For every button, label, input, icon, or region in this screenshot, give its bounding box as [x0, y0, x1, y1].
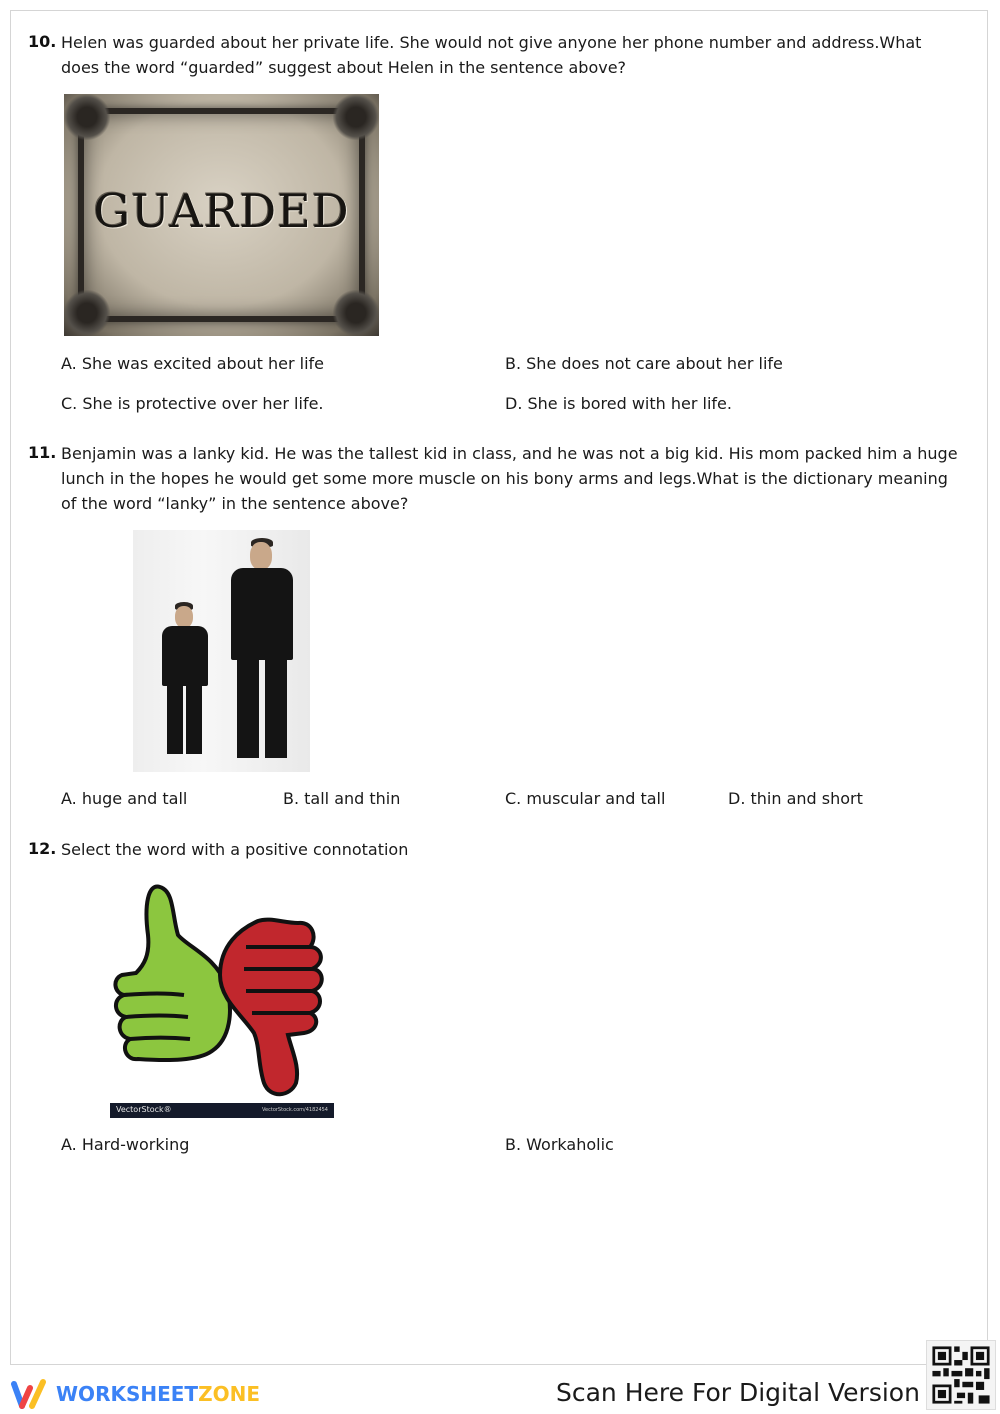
option-b[interactable]: B. She does not care about her life [505, 354, 783, 373]
qr-code-icon [927, 1341, 995, 1409]
option-b[interactable]: B. tall and thin [283, 789, 401, 808]
short-and-tall-men-photo [133, 530, 310, 772]
scan-text: Scan Here For Digital Version [556, 1378, 920, 1407]
logo-w-icon [10, 1378, 48, 1410]
worksheetzone-logo[interactable] [10, 1378, 260, 1410]
question-number: 11. [28, 443, 57, 462]
question-text: Helen was guarded about her private life. She would not give anyone her phone number and address.What does the word “guarded” suggest about Helen in the sentence above? [61, 33, 922, 77]
footer-divider [10, 1364, 930, 1365]
thumbs-icon [108, 875, 334, 1103]
guarded-sign-image: GUARDED [64, 94, 379, 336]
option-a[interactable]: A. She was excited about her life [61, 354, 324, 373]
question-text: Select the word with a positive connotation [61, 840, 409, 859]
option-b[interactable]: B. Workaholic [505, 1135, 614, 1154]
option-d[interactable]: D. She is bored with her life. [505, 394, 732, 413]
option-d[interactable]: D. thin and short [728, 789, 863, 808]
question-text: Benjamin was a lanky kid. He was the tallest kid in class, and he was not a big kid. His mom packed him a huge lunch in the hopes he would get some more muscle on his bony arms and legs.What is the dictionary meaning of the word “lanky” in the sentence above? [61, 444, 958, 513]
thumbs-up-thumbs-down-image [108, 875, 334, 1118]
question-number: 10. [28, 32, 57, 51]
option-c[interactable]: C. She is protective over her life. [61, 394, 324, 413]
question-number: 12. [28, 839, 57, 858]
watermark-bar: VectorStock® VectorStock.com/4182454 [110, 1103, 334, 1118]
option-a[interactable]: A. Hard-working [61, 1135, 190, 1154]
brand-name: WORKSHEETZONE [56, 1382, 260, 1406]
option-c[interactable]: C. muscular and tall [505, 789, 666, 808]
qr-code[interactable] [926, 1340, 996, 1410]
option-a[interactable]: A. huge and tall [61, 789, 188, 808]
